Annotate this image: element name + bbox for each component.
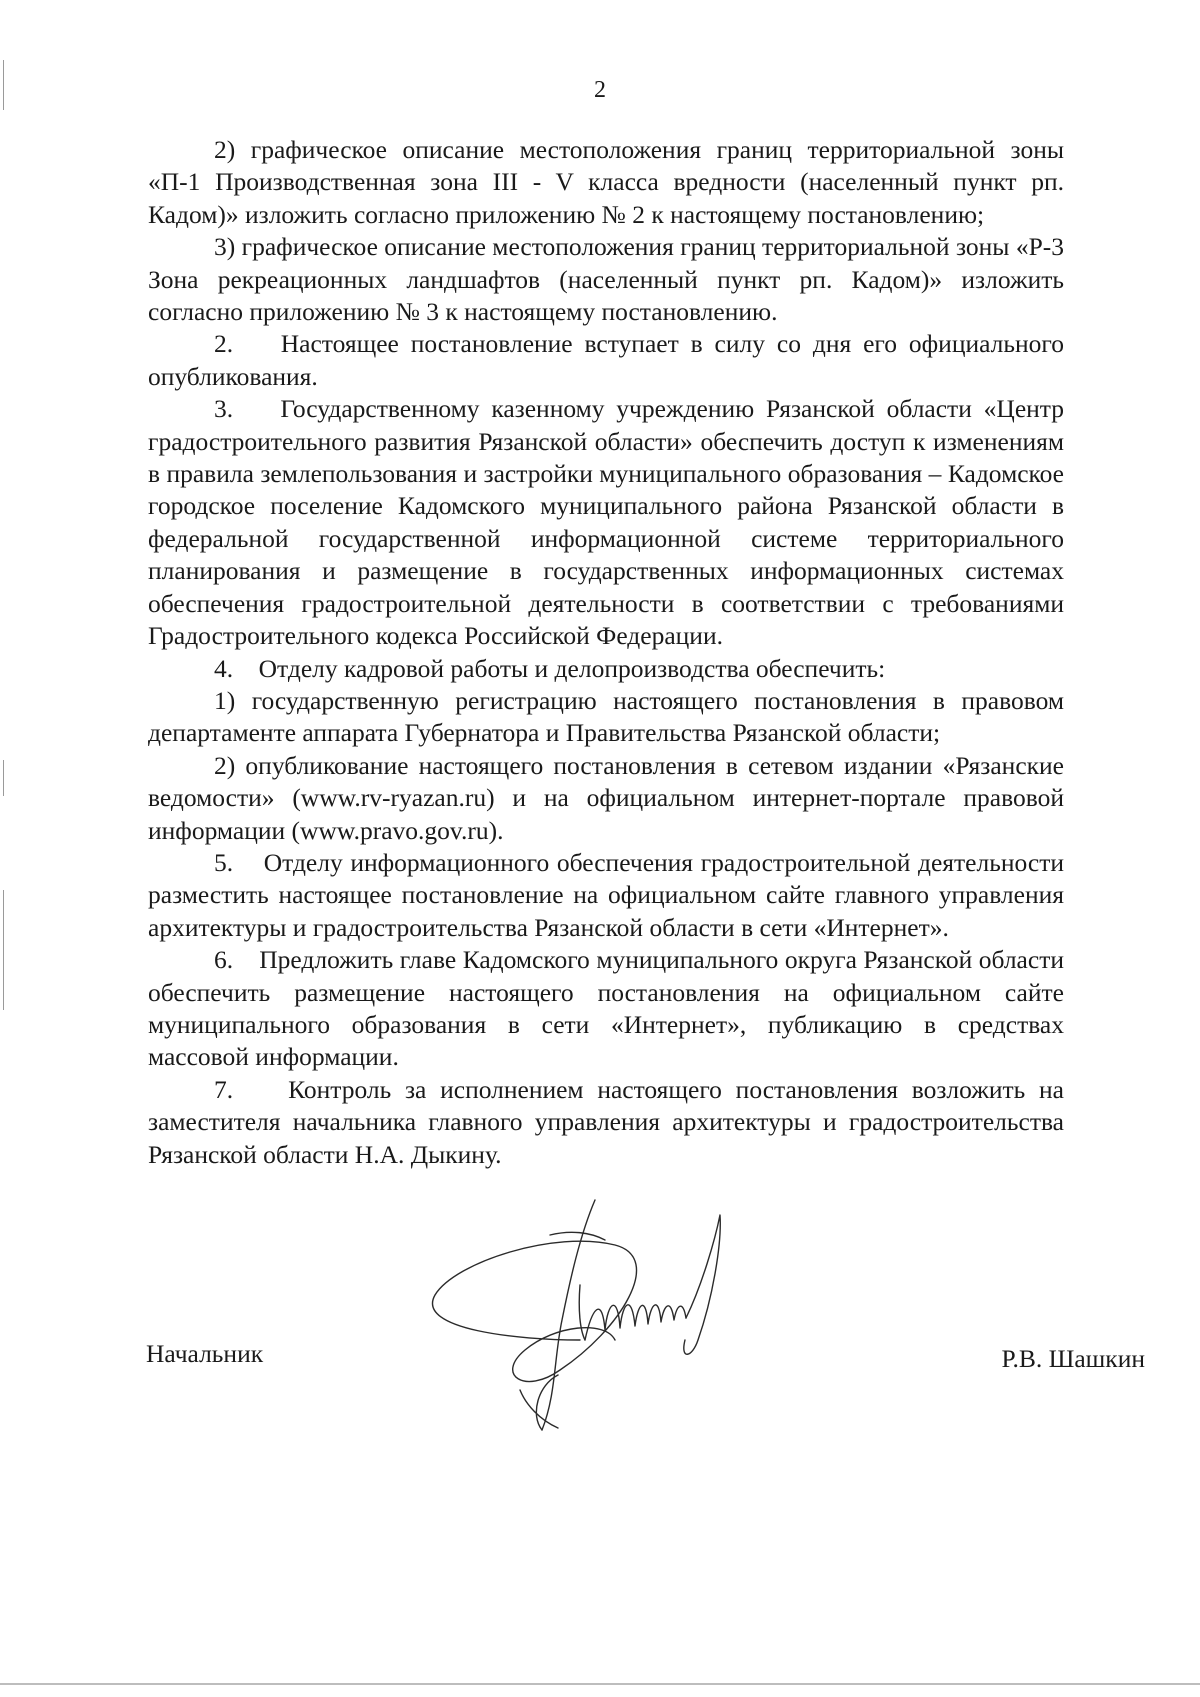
scan-bottom-edge (0, 1683, 1200, 1685)
scan-edge-mark (3, 890, 4, 1010)
paragraph-item-2-entry-into-force: 2. Настоящее постановление вступает в силу со дня его официального опубликования. (148, 329, 1064, 391)
signatory-name: Р.В. Шашкин (1001, 1344, 1145, 1373)
paragraph-item-4-subitem-2-publication: 2) опубликование настоящего постановления в сетевом издании «Рязанские ведомости» (www.rv-ryazan.ru) и на официальном интернет-портале правовой информации (www.pravo.gov.ru). (148, 750, 1064, 845)
paragraph-item-6-municipal-head: 6. Предложить главе Кадомского муниципального округа Рязанской области обеспечить размещение настоящего постановления на официальном сайте муниципального образования в сети «Интернет», публикацию в средствах массовой информации. (148, 945, 1064, 1072)
scan-edge-mark (3, 760, 4, 796)
paragraph-item-4-hr-department: 4. Отделу кадровой работы и делопроизводства обеспечить: (214, 653, 886, 683)
paragraph-item-7-control: 7. Контроль за исполнением настоящего постановления возложить на заместителя начальника главного управления архитектуры и градостроительства Рязанской области Н.А. Дыкину. (148, 1074, 1064, 1169)
handwritten-signature (430, 1190, 780, 1440)
paragraph-item-5-website: 5. Отделу информационного обеспечения градостроительной деятельности разместить настоящее постановление на официальном сайте главного управления архитектуры и градостроительства Рязанской области в сети «Интернет». (148, 847, 1064, 942)
paragraph-item-4-subitem-1-registration: 1) государственную регистрацию настоящего постановления в правовом департаменте аппарата Губернатора и Правительства Рязанской области; (148, 685, 1064, 748)
scan-edge-mark (3, 60, 4, 110)
paragraph-subitem-3-zone-r3: 3) графическое описание местоположения границ территориальной зоны «Р-3 Зона рекреационных ландшафтов (населенный пункт рп. Кадом)» изложить согласно приложению № 3 к настоящему постановлению. (148, 232, 1064, 327)
document-body (148, 134, 1064, 1171)
page-number: 2 (594, 77, 606, 103)
signatory-position: Начальник (146, 1339, 264, 1368)
paragraph-subitem-2-zone-p1: 2) графическое описание местоположения границ территориальной зоны «П-1 Производственная зона III - V класса вредности (населенный пункт рп. Кадом)» изложить согласно приложению № 2 к настоящему постановлению; (148, 135, 1064, 229)
paragraph-item-3-access: 3. Государственному казенному учреждению Рязанской области «Центр градостроительного развития Рязанской области» обеспечить доступ к изменениям в правила землепользования и застройки муниципального образования – Кадомское городское поселение Кадомского муниципального района Рязанской области в федеральной государственной информационной системе территориального планирования и размещение в государственных информационных системах обеспечения градостроительной деятельности в соответствии с требованиями Градостроительного кодекса Российской Федерации. (148, 394, 1064, 651)
